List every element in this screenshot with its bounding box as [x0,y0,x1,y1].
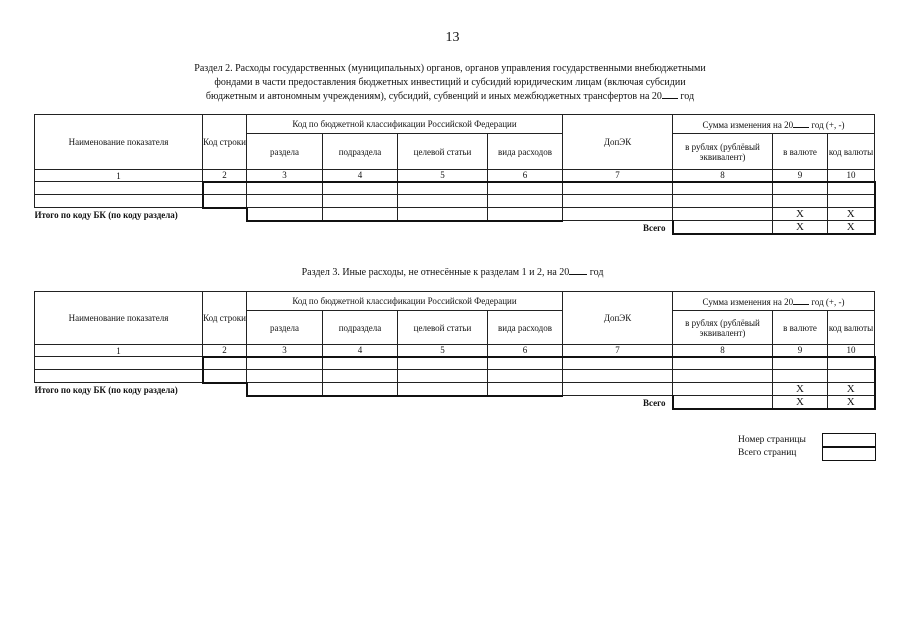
header-dopek: ДопЭК [563,292,673,345]
cell-input[interactable] [673,383,773,396]
cell-input[interactable] [673,221,773,234]
header-razdela: раздела [247,311,323,345]
cell-input[interactable] [398,383,488,396]
cell-input[interactable] [247,182,323,195]
cell-input[interactable] [673,370,773,383]
x-mark: X [828,383,875,396]
grand-total-label: Всего [643,222,666,233]
col-num: 10 [828,170,875,182]
cell-input[interactable] [247,195,323,208]
header-rub: в рублях (рублёвый эквивалент) [673,134,773,170]
col-num: 7 [563,345,673,357]
section2-title [150,62,750,104]
header-name: Наименование показателя [35,292,203,345]
total-bk-label: Итого по коду БК (по коду раздела) [34,209,178,220]
cell-input[interactable] [673,182,773,195]
cell-input[interactable] [773,370,828,383]
cell-input[interactable] [488,383,563,396]
header-celevoy: целевой статьи [398,134,488,170]
col-num: 9 [773,170,828,182]
cell-input[interactable] [563,195,673,208]
cell-input[interactable] [828,357,875,370]
x-mark: X [773,221,828,234]
cell-input[interactable] [398,370,488,383]
table-row [35,195,875,208]
cell-input[interactable] [247,357,323,370]
sum-prefix: Сумма изменения на 20 [702,296,794,307]
header-code: Код строки [203,292,247,345]
cell-input[interactable] [773,182,828,195]
header-sum-group [673,115,875,134]
section3-table [34,291,876,410]
x-mark: X [828,396,875,409]
column-number-row [35,345,875,357]
header-kod-valuty: код валюты [828,134,875,170]
cell-input[interactable] [828,182,875,195]
col-num: 6 [488,170,563,182]
cell-input[interactable] [247,370,323,383]
total-pages-label: Всего страниц [738,448,797,458]
cell-input[interactable] [323,357,398,370]
col-num: 4 [323,345,398,357]
col-num: 3 [247,345,323,357]
sum-year-blank[interactable] [793,119,809,128]
x-mark: X [828,208,875,221]
page-no-field[interactable] [822,433,876,447]
page-number: 13 [445,30,460,45]
col-num: 10 [828,345,875,357]
table-row [35,370,875,383]
col-num: 5 [398,345,488,357]
col-num: 2 [203,345,247,357]
cell-input[interactable] [673,357,773,370]
cell-input[interactable] [323,182,398,195]
total-pages-field[interactable] [822,447,876,461]
sum-year-blank[interactable] [793,296,809,305]
section2-title-line1: Раздел 2. Расходы государственных (муниципальных) органов, органов управления государственными внебюджетными [194,63,706,74]
col-num: 3 [247,170,323,182]
cell-input[interactable] [773,357,828,370]
cell-input[interactable] [203,182,247,195]
col-num: 1 [35,170,203,182]
cell-input[interactable] [488,182,563,195]
sum-prefix: Сумма изменения на 20 [702,119,794,130]
cell-input[interactable] [398,182,488,195]
table-row [35,182,875,195]
cell-input[interactable] [323,370,398,383]
table-row [35,357,875,370]
section2-table [34,114,876,235]
cell-input[interactable] [563,182,673,195]
cell-input[interactable] [828,195,875,208]
x-mark: X [773,208,828,221]
year-blank[interactable] [569,265,587,275]
cell-input[interactable] [398,208,488,221]
section3-title-suffix: год [589,267,604,278]
cell-input[interactable] [247,383,323,396]
cell-input[interactable] [563,370,673,383]
cell-input[interactable] [323,383,398,396]
cell-input[interactable] [323,195,398,208]
column-number-row [35,170,875,182]
header-dopek: ДопЭК [563,115,673,170]
cell-input[interactable] [773,195,828,208]
col-num: 9 [773,345,828,357]
sum-suffix: год (+, -) [811,296,845,307]
section3-title-prefix: Раздел 3. Иные расходы, не отнесённые к разделам 1 и 2, на 20 [301,267,570,278]
x-mark: X [773,396,828,409]
section2-title-line2: фондами в части предоставления бюджетных инвестиций и субсидий юридическим лицам (включая субсидии [214,76,686,88]
grand-total-row [35,221,875,234]
header-valute: в валюте [773,134,828,170]
cell-input[interactable] [35,182,203,195]
header-sum-group [673,292,875,311]
cell-input[interactable] [247,208,323,221]
cell-input[interactable] [563,208,673,221]
cell-input[interactable] [398,357,488,370]
cell-input[interactable] [203,357,247,370]
header-code: Код строки [203,115,247,170]
header-valute: в валюте [773,311,828,345]
grand-total-label: Всего [643,397,666,408]
cell-input[interactable] [488,195,563,208]
cell-input[interactable] [673,208,773,221]
header-vida: вида расходов [488,134,563,170]
cell-input[interactable] [35,357,203,370]
x-mark: X [773,383,828,396]
cell-input[interactable] [35,370,203,383]
x-mark: X [828,221,875,234]
cell-input[interactable] [35,195,203,208]
header-rub: в рублях (рублёвый эквивалент) [673,311,773,345]
header-kod-valuty: код валюты [828,311,875,345]
cell-input[interactable] [673,195,773,208]
cell-input[interactable] [563,383,673,396]
col-num: 2 [203,170,247,182]
cell-input[interactable] [203,370,247,383]
total-bk-row [35,383,875,396]
col-num: 6 [488,345,563,357]
sum-suffix: год (+, -) [811,119,845,130]
col-num: 1 [35,345,203,357]
cell-input[interactable] [323,208,398,221]
col-num: 8 [673,170,773,182]
header-razdela: раздела [247,134,323,170]
grand-total-row [35,396,875,409]
cell-input[interactable] [203,195,247,208]
total-bk-row [35,208,875,221]
page-no-label: Номер страницы [738,435,806,445]
cell-input[interactable] [398,195,488,208]
cell-input[interactable] [673,396,773,409]
header-podrazdela: подраздела [323,311,398,345]
header-bk-group: Код по бюджетной классификации Российской Федерации [247,292,563,311]
col-num: 8 [673,345,773,357]
cell-input[interactable] [828,370,875,383]
col-num: 7 [563,170,673,182]
header-vida: вида расходов [488,311,563,345]
col-num: 4 [323,170,398,182]
cell-input[interactable] [488,208,563,221]
section2-title-line3 [150,89,750,104]
total-bk-label: Итого по коду БК (по коду раздела) [34,384,178,395]
cell-input[interactable] [563,357,673,370]
year-blank[interactable] [662,89,678,99]
header-bk-group: Код по бюджетной классификации Российской Федерации [247,115,563,134]
cell-input[interactable] [488,357,563,370]
section3-title [200,265,705,278]
header-name: Наименование показателя [35,115,203,170]
section2-title-line3-suffix: год [680,91,695,102]
cell-input[interactable] [488,370,563,383]
header-podrazdela: подраздела [323,134,398,170]
header-celevoy: целевой статьи [398,311,488,345]
section2-title-line3-prefix: бюджетным и автономным учреждениям), субсидий, субвенций и иных межбюджетных трансфертов на 20 [205,91,662,102]
col-num: 5 [398,170,488,182]
